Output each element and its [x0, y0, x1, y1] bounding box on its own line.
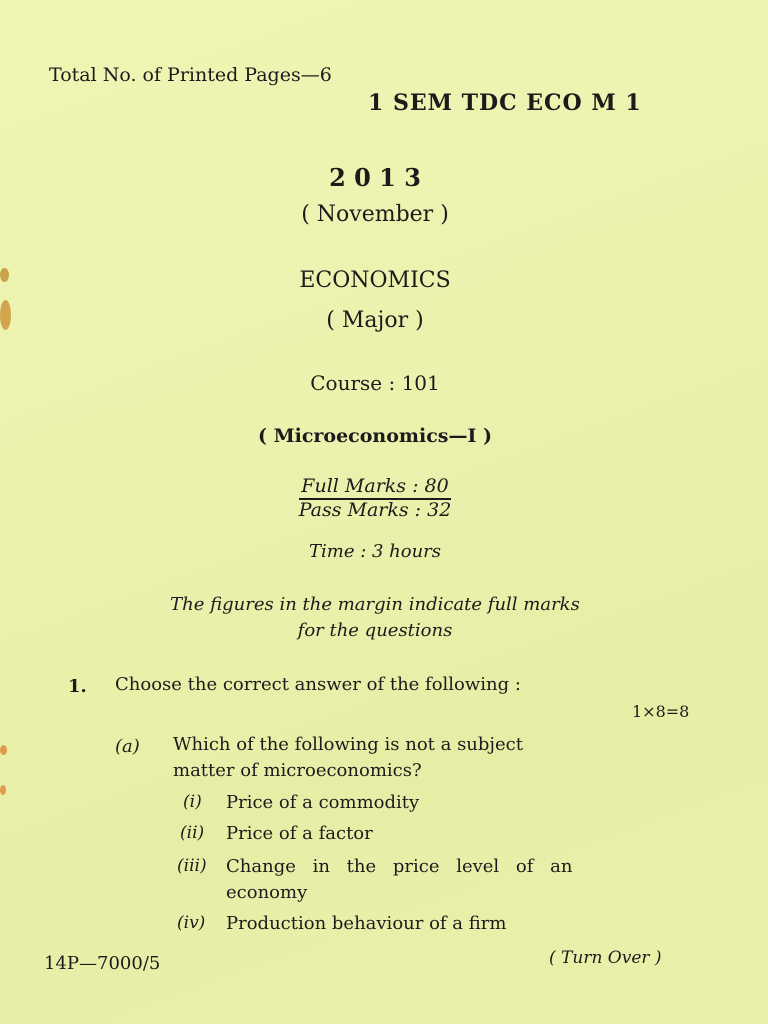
option-text: Price of a commodity [226, 792, 420, 813]
margin-stain [0, 785, 6, 795]
full-marks: Full Marks : 80 [299, 475, 450, 500]
option-label: (i) [183, 792, 202, 812]
marks-block [0, 475, 750, 500]
exam-month: ( November ) [301, 202, 449, 227]
turn-over: ( Turn Over ) [549, 948, 662, 968]
pass-marks: Pass Marks : 32 [298, 499, 452, 521]
question-marks: 1×8=8 [632, 702, 690, 721]
part-a-label: (a) [115, 736, 140, 757]
subject-title: ECONOMICS [299, 268, 451, 293]
exam-year: 2 0 1 3 [329, 163, 421, 192]
part-a-line-1: Which of the following is not a subject [173, 734, 523, 755]
instruction-line-2: for the questions [297, 620, 453, 641]
paper-code: 1 SEM TDC ECO M 1 [368, 90, 642, 116]
footer-code: 14P—7000/5 [44, 953, 161, 974]
part-a-line-2: matter of microeconomics? [173, 760, 422, 781]
course-number: Course : 101 [310, 371, 440, 395]
option-label: (ii) [180, 823, 205, 843]
subject-level: ( Major ) [326, 308, 424, 333]
option-text: Price of a factor [226, 823, 373, 844]
instruction-line-1: The figures in the margin indicate full marks [170, 594, 580, 615]
margin-stain [0, 745, 7, 755]
paper-title: ( Microeconomics—I ) [257, 425, 492, 447]
question-text: Choose the correct answer of the following : [115, 674, 521, 695]
option-text-continued: economy [226, 882, 308, 903]
option-text: Production behaviour of a firm [226, 913, 507, 934]
option-text: Change in the price level of an [226, 856, 573, 877]
option-label: (iii) [177, 856, 207, 876]
question-number: 1. [68, 676, 87, 697]
option-label: (iv) [177, 913, 206, 933]
total-pages: Total No. of Printed Pages—6 [49, 64, 332, 86]
exam-time: Time : 3 hours [308, 541, 442, 562]
